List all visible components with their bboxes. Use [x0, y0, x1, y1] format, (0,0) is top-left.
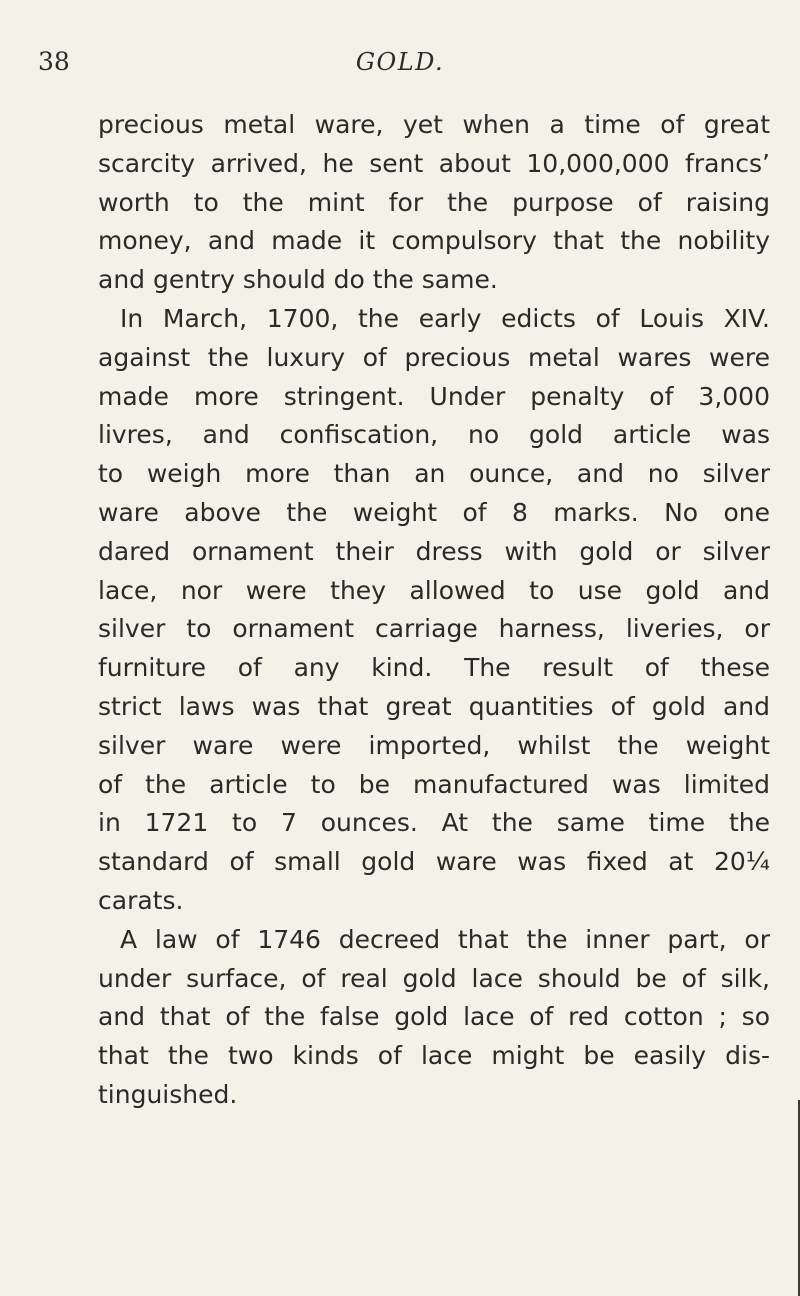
- running-title: GOLD.: [355, 48, 445, 76]
- text-line: money, and made it compulsory that the nobility: [98, 226, 770, 256]
- text-line: strict laws was that great quantities of gold and: [98, 691, 770, 721]
- text-line: In March, 1700, the early edicts of Louis XIV.: [120, 303, 770, 333]
- text-line: carats.: [98, 885, 184, 915]
- text-line: silver ware were imported, whilst the weight: [98, 730, 770, 760]
- page-header: [0, 46, 800, 86]
- text-line: furniture of any kind. The result of these: [98, 653, 770, 683]
- text-line: ware above the weight of 8 marks. No one: [98, 497, 770, 527]
- text-line: against the luxury of precious metal wares were: [98, 342, 770, 372]
- text-line: worth to the mint for the purpose of raising: [98, 187, 770, 217]
- text-line: dared ornament their dress with gold or silver: [98, 536, 770, 566]
- text-line: and that of the false gold lace of red cotton ; so: [98, 1002, 770, 1032]
- text-line: A law of 1746 decreed that the inner part, or: [120, 924, 770, 954]
- text-line: precious metal ware, yet when a time of great: [98, 110, 770, 139]
- text-line: lace, nor were they allowed to use gold and: [98, 575, 770, 605]
- text-line: made more stringent. Under penalty of 3,000: [98, 381, 770, 411]
- page-number: 38: [38, 47, 70, 76]
- text-line: that the two kinds of lace might be easily dis-: [98, 1041, 770, 1071]
- body-text: [98, 106, 770, 1115]
- text-line: scarcity arrived, he sent about 10,000,000 francs’: [98, 148, 770, 178]
- text-line: and gentry should do the same.: [98, 265, 498, 295]
- text-line: under surface, of real gold lace should be of silk,: [98, 963, 770, 993]
- text-line: of the article to be manufactured was limited: [98, 769, 770, 799]
- text-line: silver to ornament carriage harness, liveries, or: [98, 614, 770, 644]
- text-line: tinguished.: [98, 1079, 238, 1109]
- text-line: livres, and confiscation, no gold article was: [98, 420, 770, 450]
- text-line: in 1721 to 7 ounces. At the same time the: [98, 808, 770, 838]
- text-line: to weigh more than an ounce, and no silver: [98, 459, 770, 489]
- text-line: standard of small gold ware was fixed at 20¼: [98, 847, 770, 877]
